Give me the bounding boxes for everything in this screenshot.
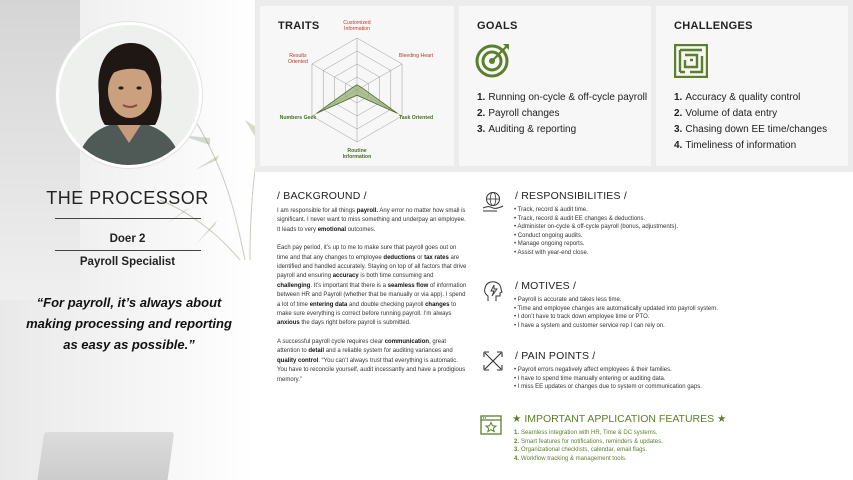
list-item: • Assist with year-end close. (514, 249, 814, 258)
list-item: 1. Running on-cycle & off-cycle payroll (477, 92, 648, 103)
pain-points-heading: / PAIN POINTS / (515, 350, 596, 362)
list-item: • Manage ongoing reports. (514, 240, 814, 249)
goals-list (477, 90, 647, 138)
responsibilities-list (514, 206, 814, 258)
traits-heading: TRAITS (278, 20, 320, 32)
background-paragraph: I am responsible for all things payroll. Any error no matter how small is significant. I never want to miss something and underpay an employee. It leads to very emotional outcomes. (277, 208, 466, 233)
list-item: • Track, record & audit time. (514, 206, 814, 215)
background-text (277, 207, 467, 394)
list-item: • Payroll is accurate and takes less time. (514, 296, 824, 305)
challenges-card (656, 6, 848, 166)
role-name: Payroll Specialist (79, 256, 176, 268)
list-item: 2. Smart features for notifications, reminders & updates. (514, 438, 663, 445)
goals-card (459, 6, 651, 166)
list-item: 1. Seamless integration with HR, Time & DC systems. (514, 430, 658, 436)
list-item: • I have a system and customer service rep I can rely on. (514, 322, 824, 331)
head-bolt-icon (482, 280, 504, 302)
radar-axis-label: Numbers Geek (279, 115, 317, 121)
list-item: 2. Volume of data entry (674, 108, 778, 119)
crossed-arrows-icon (482, 350, 504, 372)
pain-points-list (514, 366, 824, 392)
goals-heading: GOALS (477, 20, 518, 32)
divider (55, 218, 201, 219)
list-item: 1. Accuracy & quality control (674, 92, 801, 103)
motives-heading: / MOTIVES / (515, 280, 577, 292)
list-item: • I have to spend time manually entering or auditing data. (514, 375, 824, 384)
list-item: 4. Timeliness of information (674, 140, 797, 151)
list-item: • Time and employee changes are automatically updated into payroll system. (514, 305, 824, 314)
globe-hand-icon (482, 191, 504, 213)
motives-list (514, 296, 824, 330)
features-list (514, 429, 814, 463)
list-item: 4. Workflow tracking & management tools. (514, 455, 627, 462)
radar-axis-label: Customized Information (343, 20, 371, 32)
challenges-heading: CHALLENGES (674, 20, 753, 32)
role-level: Doer 2 (109, 233, 146, 245)
list-item: • I don’t have to track down employee time or PTO. (514, 313, 824, 322)
avatar (56, 22, 202, 168)
list-item: 2. Payroll changes (477, 108, 560, 119)
maze-icon (674, 44, 708, 78)
list-item: • Payroll errors negatively affect employees & their families. (514, 366, 824, 375)
radar-axis-label: Bleeding Heart (398, 53, 434, 59)
persona-panel (0, 0, 255, 480)
list-item: • I miss EE updates or changes due to system or communication gaps. (514, 383, 824, 392)
persona-title: THE PROCESSOR (46, 188, 209, 208)
radar-axis-label: Task Oriented (398, 115, 434, 121)
person-portrait-icon (59, 25, 199, 165)
challenges-list (674, 90, 846, 154)
list-item: 3. Auditing & reporting (477, 124, 577, 135)
background-paragraph: A successful payroll cycle requires clear communication, great attention to detail and a reliable system for auditing variances and quality control. “You can’t always trust that everything is automatic. You have to reconcile yourself, audit incessantly and have a prodigious memory.” (277, 338, 466, 383)
list-item: 3. Chasing down EE time/changes (674, 124, 828, 135)
responsibilities-heading: / RESPONSIBILITIES / (515, 190, 627, 202)
features-heading: ★ IMPORTANT APPLICATION FEATURES ★ (512, 413, 727, 425)
radar-axis-label: Routine Information (342, 148, 372, 160)
list-item: 3. Organizational checklists, calendar, email flags. (514, 447, 648, 454)
background-heading: / BACKGROUND / (277, 190, 367, 202)
divider (55, 250, 201, 251)
laptop-decoration (36, 432, 174, 480)
list-item: • Conduct ongoing audits. (514, 232, 814, 241)
star-window-icon (480, 414, 502, 436)
traits-card (260, 6, 454, 166)
target-icon (475, 42, 511, 78)
background-paragraph: Each pay period, it’s up to me to make sure that payroll goes out on time and that any changes to employee deductions or tax rates are identified and handled accurately. Staying on top of all factors that drive payroll and ensuring accuracy is both time consuming and challenging. It’s important that there is a seamless flow of information between HR and Payroll (whether that be manually or via app). I spend a lot of time entering data and double checking payroll changes to make sure everything is correct before running payroll. I’m always anxious the days right before payroll is submitted. (277, 245, 467, 327)
list-item: • Administer on-cycle & off-cycle payroll (bonus, adjustments). (514, 223, 814, 232)
radar-axis-label: Results Oriented (288, 53, 308, 65)
list-item: • Track, record & audit EE changes & deductions. (514, 215, 814, 224)
top-cards-band (255, 0, 853, 172)
persona-quote: “For payroll, it’s always about making processing and reporting as easy as possible.” (26, 295, 232, 352)
background-window (0, 0, 80, 300)
